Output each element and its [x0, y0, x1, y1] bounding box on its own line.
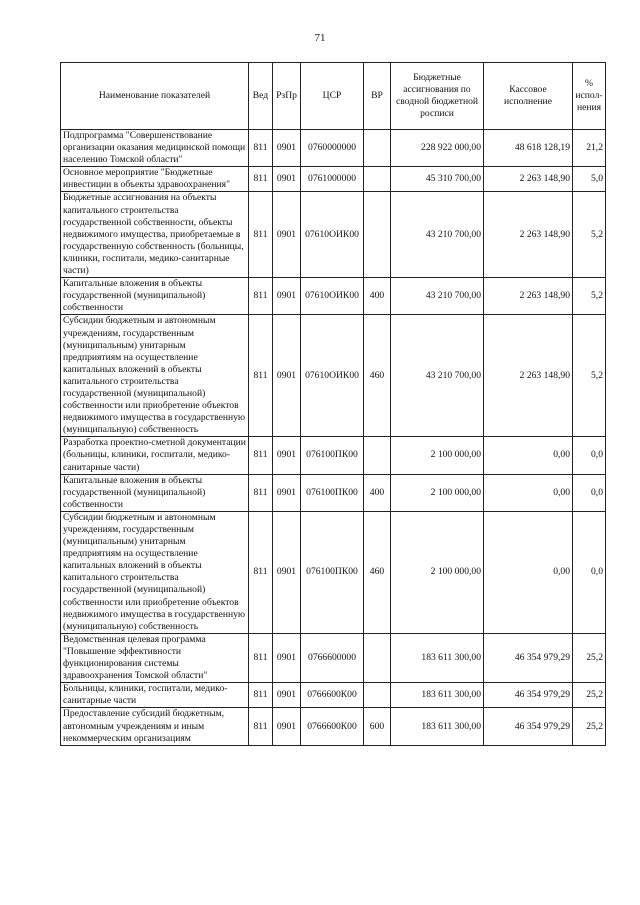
- cell-cash: 2 263 148,90: [484, 278, 573, 315]
- cell-csr: 0760000000: [301, 130, 364, 167]
- cell-ved: 811: [249, 192, 273, 278]
- cell-csr: 0766600К00: [301, 708, 364, 745]
- cell-cash: 2 263 148,90: [484, 167, 573, 192]
- cell-rzpr: 0901: [273, 130, 301, 167]
- header-cash: Кассовое исполнение: [484, 63, 573, 130]
- cell-pct: 5,0: [573, 167, 606, 192]
- cell-assign: 43 210 700,00: [391, 278, 484, 315]
- table-row: [61, 511, 606, 633]
- cell-pct: 25,2: [573, 633, 606, 682]
- cell-vr: [364, 130, 391, 167]
- cell-cash: 2 263 148,90: [484, 315, 573, 437]
- cell-cash: 46 354 979,29: [484, 708, 573, 745]
- cell-csr: 07610ОИК00: [301, 315, 364, 437]
- cell-cash: 2 263 148,90: [484, 192, 573, 278]
- cell-assign: 2 100 000,00: [391, 511, 484, 633]
- cell-rzpr: 0901: [273, 315, 301, 437]
- cell-ved: 811: [249, 130, 273, 167]
- cell-vr: 400: [364, 278, 391, 315]
- cell-csr: 0766600К00: [301, 683, 364, 708]
- cell-csr: 076100ПК00: [301, 511, 364, 633]
- header-assign: Бюджетные ассигнования по сводной бюджетной росписи: [391, 63, 484, 130]
- cell-rzpr: 0901: [273, 167, 301, 192]
- cell-name: Бюджетные ассигнования на объекты капитального строительства государственной собственности, объекты недвижимого имущества, приобретаемые в государственную собственность (больницы, клиники, госпитали, медико-санитарные части): [61, 192, 249, 278]
- cell-ved: 811: [249, 167, 273, 192]
- cell-ved: 811: [249, 437, 273, 474]
- header-rzpr: РзПр: [273, 63, 301, 130]
- table-row: [61, 315, 606, 437]
- table-row: [61, 192, 606, 278]
- cell-csr: 07610ОИК00: [301, 192, 364, 278]
- cell-rzpr: 0901: [273, 278, 301, 315]
- table-row: [61, 167, 606, 192]
- cell-pct: 0,0: [573, 511, 606, 633]
- cell-rzpr: 0901: [273, 511, 301, 633]
- cell-pct: 5,2: [573, 315, 606, 437]
- cell-ved: 811: [249, 315, 273, 437]
- cell-name: Разработка проектно-сметной документации (больницы, клиники, госпитали, медико-санитарные части): [61, 437, 249, 474]
- cell-cash: 0,00: [484, 474, 573, 511]
- cell-rzpr: 0901: [273, 437, 301, 474]
- cell-csr: 076100ПК00: [301, 474, 364, 511]
- cell-assign: 45 310 700,00: [391, 167, 484, 192]
- cell-name: Ведомственная целевая программа "Повышение эффективности функционирования системы здравоохранения Томской области": [61, 633, 249, 682]
- cell-pct: 0,0: [573, 474, 606, 511]
- cell-name: Подпрограмма "Совершенствование организации оказания медицинской помощи населению Томской области": [61, 130, 249, 167]
- cell-cash: 46 354 979,29: [484, 683, 573, 708]
- cell-rzpr: 0901: [273, 683, 301, 708]
- cell-vr: [364, 167, 391, 192]
- cell-assign: 183 611 300,00: [391, 633, 484, 682]
- cell-vr: [364, 192, 391, 278]
- cell-cash: 48 618 128,19: [484, 130, 573, 167]
- cell-rzpr: 0901: [273, 192, 301, 278]
- cell-assign: 43 210 700,00: [391, 192, 484, 278]
- cell-name: Основное мероприятие "Бюджетные инвестиции в объекты здравоохранения": [61, 167, 249, 192]
- cell-assign: 183 611 300,00: [391, 708, 484, 745]
- table-row: [61, 437, 606, 474]
- header-name: Наименование показателей: [61, 63, 249, 130]
- cell-cash: 0,00: [484, 511, 573, 633]
- cell-ved: 811: [249, 683, 273, 708]
- table-row: [61, 278, 606, 315]
- cell-ved: 811: [249, 474, 273, 511]
- cell-vr: 400: [364, 474, 391, 511]
- cell-assign: 2 100 000,00: [391, 437, 484, 474]
- cell-ved: 811: [249, 278, 273, 315]
- cell-csr: 0761000000: [301, 167, 364, 192]
- table-row: [61, 708, 606, 745]
- cell-vr: [364, 633, 391, 682]
- cell-vr: 460: [364, 511, 391, 633]
- cell-pct: 25,2: [573, 683, 606, 708]
- header-vr: ВР: [364, 63, 391, 130]
- cell-name: Субсидии бюджетным и автономным учреждениям, государственным (муниципальным) унитарным предприятиям на осуществление капитальных вложений в объекты капитального строительства государственной (муниципальной) собственности или приобретение объектов недвижимого имущества в государственную (муниципальную) собственность: [61, 511, 249, 633]
- cell-name: Капитальные вложения в объекты государственной (муниципальной) собственности: [61, 474, 249, 511]
- cell-csr: 0766600000: [301, 633, 364, 682]
- cell-pct: 0,0: [573, 437, 606, 474]
- cell-name: Субсидии бюджетным и автономным учреждениям, государственным (муниципальным) унитарным предприятиям на осуществление капитальных вложений в объекты капитального строительства государственной (муниципальной) собственности или приобретение объектов недвижимого имущества в государственную (муниципальную) собственность: [61, 315, 249, 437]
- table-row: [61, 633, 606, 682]
- cell-vr: [364, 683, 391, 708]
- cell-name: Капитальные вложения в объекты государственной (муниципальной) собственности: [61, 278, 249, 315]
- table-header-row: [61, 63, 606, 130]
- cell-assign: 228 922 000,00: [391, 130, 484, 167]
- cell-pct: 5,2: [573, 192, 606, 278]
- table-row: [61, 130, 606, 167]
- cell-assign: 2 100 000,00: [391, 474, 484, 511]
- cell-csr: 07610ОИК00: [301, 278, 364, 315]
- cell-vr: 600: [364, 708, 391, 745]
- cell-assign: 183 611 300,00: [391, 683, 484, 708]
- cell-pct: 25,2: [573, 708, 606, 745]
- cell-pct: 21,2: [573, 130, 606, 167]
- table-row: [61, 683, 606, 708]
- cell-ved: 811: [249, 511, 273, 633]
- header-pct: % испол-нения: [573, 63, 606, 130]
- cell-rzpr: 0901: [273, 474, 301, 511]
- cell-csr: 076100ПК00: [301, 437, 364, 474]
- cell-name: Больницы, клиники, госпитали, медико-санитарные части: [61, 683, 249, 708]
- cell-ved: 811: [249, 633, 273, 682]
- cell-vr: 460: [364, 315, 391, 437]
- header-csr: ЦСР: [301, 63, 364, 130]
- cell-name: Предоставление субсидий бюджетным, автономным учреждениям и иным некоммерческим организациям: [61, 708, 249, 745]
- table-row: [61, 474, 606, 511]
- cell-rzpr: 0901: [273, 633, 301, 682]
- cell-ved: 811: [249, 708, 273, 745]
- cell-pct: 5,2: [573, 278, 606, 315]
- cell-rzpr: 0901: [273, 708, 301, 745]
- page-number: 71: [314, 32, 326, 44]
- budget-table: [60, 62, 606, 746]
- cell-cash: 0,00: [484, 437, 573, 474]
- cell-vr: [364, 437, 391, 474]
- cell-assign: 43 210 700,00: [391, 315, 484, 437]
- header-ved: Вед: [249, 63, 273, 130]
- cell-cash: 46 354 979,29: [484, 633, 573, 682]
